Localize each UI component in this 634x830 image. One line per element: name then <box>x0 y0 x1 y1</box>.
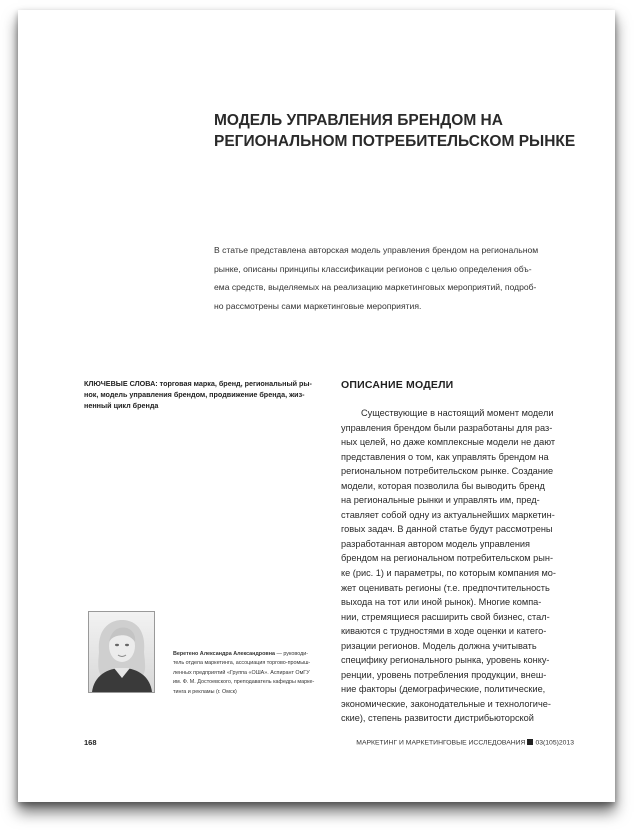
body-line: нии, стремящиеся расширить свой бизнес, стал- <box>341 611 550 622</box>
author-name: Веретено Александра Александровна <box>173 651 275 657</box>
body-line: управления брендом были разработаны для раз- <box>341 422 553 433</box>
body-line: региональном потребительском рынке. Создание <box>341 466 554 477</box>
section-heading: ОПИСАНИЕ МОДЕЛИ <box>341 379 454 391</box>
article-title <box>214 110 594 152</box>
body-line: специфику регионального рынка, уровень конку- <box>341 655 550 666</box>
body-line: брендом на региональном потребительском рын- <box>341 553 554 564</box>
body-line: выхода на тот или иной рынок). Многие компа- <box>341 597 542 608</box>
journal-page <box>18 10 615 802</box>
author-bio-line: тель отдела маркетинга, ассоциация торгово-промыш- <box>173 660 311 667</box>
keywords-line: нок, модель управления брендом, продвижение бренда, жиз- <box>84 390 305 400</box>
body-line: ставляет собой одну из актуальнейших маркетин- <box>341 509 555 520</box>
page-number: 168 <box>84 738 97 747</box>
keywords-line: ненный цикл бренда <box>84 401 159 411</box>
square-bullet-icon <box>527 739 533 745</box>
body-line: ных целей, но даже комплексные модели не дают <box>341 437 556 448</box>
title-line: МОДЕЛЬ УПРАВЛЕНИЯ БРЕНДОМ НА <box>214 112 503 129</box>
keywords-block <box>84 378 324 412</box>
author-portrait-icon <box>89 612 154 692</box>
body-line: разработанная автором модель управления <box>341 538 531 549</box>
author-photo <box>88 611 155 693</box>
body-line: Существующие в настоящий момент модели <box>361 408 554 418</box>
abstract-line: но рассмотрены сами маркетинговые мероприятия. <box>214 300 422 311</box>
keywords-line: КЛЮЧЕВЫЕ СЛОВА: торговая марка, бренд, региональный ры- <box>84 379 312 388</box>
issue-number: 03(105)2013 <box>535 739 574 747</box>
abstract-line: рынке, описаны принципы классификации регионов с целью определения объ- <box>214 263 532 274</box>
body-line: киваются с трудностями в ходе оценки и катего- <box>341 626 547 637</box>
author-bio-line: ленных предприятий «Группа «ОША». Аспирант ОмГУ <box>173 669 310 676</box>
body-line: на региональные рынки и управлять им, пред- <box>341 495 540 506</box>
article-abstract <box>214 241 596 315</box>
body-line: экономические, законодательные и технологиче- <box>341 698 551 709</box>
author-bio-line: им. Ф. М. Достоевского, преподаватель кафедры марке- <box>173 679 315 686</box>
abstract-line: ема средств, выделяемых на реализацию маркетинговых мероприятий, подроб- <box>214 282 537 293</box>
author-bio-start: — руководи- <box>274 651 309 657</box>
body-line: модели, которая позволила бы выводить бренд <box>341 480 545 491</box>
abstract-line: В статье представлена авторская модель управления брендом на региональном <box>214 245 539 255</box>
journal-name: МАРКЕТИНГ И МАРКЕТИНГОВЫЕ ИССЛЕДОВАНИЯ <box>356 739 526 747</box>
body-line: ризации регионов. Модель должна учитывать <box>341 640 537 651</box>
journal-footer <box>356 739 574 747</box>
author-info <box>173 650 333 697</box>
body-line: ке (рис. 1) и параметры, по которым компания мо- <box>341 568 556 579</box>
body-line: жет оценивать регионы (т.е. предпочтительность <box>341 582 550 593</box>
article-body <box>341 406 576 726</box>
body-line: ские), степень развитости дистрибьюторской <box>341 713 534 724</box>
author-first-line <box>173 650 333 659</box>
body-line: ренции, уровень потребления продукции, внеш- <box>341 669 547 680</box>
title-line: РЕГИОНАЛЬНОМ ПОТРЕБИТЕЛЬСКОМ РЫНКЕ <box>214 133 576 150</box>
body-line: говых задач. В данной статье будут рассмотрены <box>341 524 553 535</box>
author-bio-line: тинга и рекламы (г. Омск) <box>173 688 237 695</box>
body-line: ние факторы (демографические, политические, <box>341 684 546 695</box>
body-line: представления о том, как управлять брендом на <box>341 451 549 462</box>
